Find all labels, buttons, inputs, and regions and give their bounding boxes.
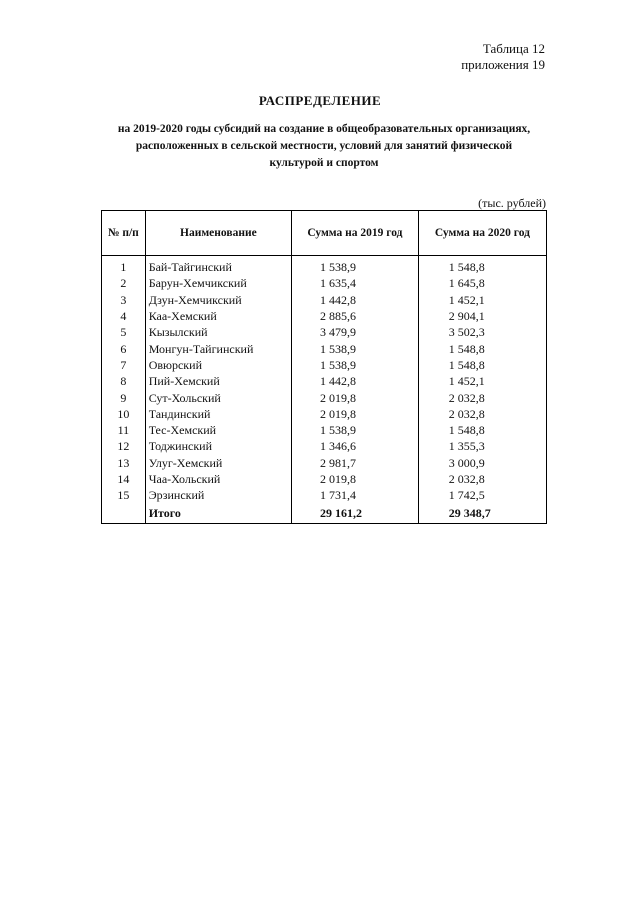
table-row [102,357,547,373]
sum-2019: 1 442,8 [292,292,419,308]
total-row [102,503,547,524]
table-row [102,438,547,454]
table-row [102,471,547,487]
sum-2020: 3 502,3 [418,324,546,340]
sum-2019: 3 479,9 [292,324,419,340]
sum-2019: 1 635,4 [292,275,419,291]
district-name: Эрзинский [145,487,291,503]
district-name: Кызылский [145,324,291,340]
sum-2019: 1 442,8 [292,373,419,389]
table-row [102,422,547,438]
row-number: 6 [102,340,146,356]
table-row [102,275,547,291]
sum-2019: 2 019,8 [292,471,419,487]
sum-2020: 1 742,5 [418,487,546,503]
sum-2020: 2 032,8 [418,406,546,422]
row-number: 7 [102,357,146,373]
district-name: Улуг-Хемский [145,455,291,471]
row-number: 1 [102,256,146,276]
row-number: 13 [102,455,146,471]
sum-2019: 2 019,8 [292,406,419,422]
sum-2019: 1 538,9 [292,340,419,356]
sum-2020: 1 452,1 [418,292,546,308]
table-row [102,256,547,276]
table-row [102,406,547,422]
table-row [102,292,547,308]
total-2020: 29 348,7 [418,503,546,524]
table-row [102,324,547,340]
subtitle-line: на 2019-2020 годы субсидий на создание в общеобразовательных организациях, [117,123,531,135]
sum-2020: 1 548,8 [418,422,546,438]
district-name: Монгун-Тайгинский [145,340,291,356]
sum-2019: 1 538,9 [292,422,419,438]
table-row [102,373,547,389]
district-name: Пий-Хемский [145,373,291,389]
row-number: 15 [102,487,146,503]
sum-2020: 1 548,8 [418,256,546,276]
sum-2019: 2 981,7 [292,455,419,471]
sum-2019: 2 885,6 [292,308,419,324]
sum-2020: 1 452,1 [418,373,546,389]
district-name: Каа-Хемский [145,308,291,324]
district-name: Барун-Хемчикский [145,275,291,291]
column-header-2020: Сумма на 2020 год [418,211,546,256]
sum-2019: 1 346,6 [292,438,419,454]
total-label: Итого [145,503,291,524]
row-number: 11 [102,422,146,438]
table-reference: Таблица 12 [482,41,545,56]
sum-2020: 1 548,8 [418,357,546,373]
district-name: Тес-Хемский [145,422,291,438]
row-number: 9 [102,389,146,405]
column-header-name: Наименование [145,211,291,256]
units-note: (тыс. рублей) [478,196,546,210]
sum-2019: 1 538,9 [292,256,419,276]
district-name: Сут-Хольский [145,389,291,405]
row-number: 12 [102,438,146,454]
district-name: Овюрский [145,357,291,373]
total-number-cell [102,503,146,524]
sum-2020: 1 548,8 [418,340,546,356]
table-row [102,487,547,503]
column-header-2019: Сумма на 2019 год [292,211,419,256]
sum-2019: 2 019,8 [292,389,419,405]
row-number: 3 [102,292,146,308]
column-header-number: № п/п [102,211,146,256]
distribution-table [101,210,547,524]
table-body [102,256,547,524]
table-header-row [102,211,547,256]
table-row [102,340,547,356]
sum-2020: 2 904,1 [418,308,546,324]
table-row [102,389,547,405]
district-name: Чаа-Хольский [145,471,291,487]
district-name: Тандинский [145,406,291,422]
subtitle-line: культурой и спортом [269,157,379,169]
row-number: 14 [102,471,146,487]
district-name: Бай-Тайгинский [145,256,291,276]
sum-2019: 1 538,9 [292,357,419,373]
sum-2020: 1 355,3 [418,438,546,454]
sum-2020: 2 032,8 [418,389,546,405]
district-name: Тоджинский [145,438,291,454]
document-subtitle [100,121,548,172]
total-2019: 29 161,2 [292,503,419,524]
row-number: 10 [102,406,146,422]
document-title: РАСПРЕДЕЛЕНИЕ [258,93,382,108]
district-name: Дзун-Хемчикский [145,292,291,308]
table-row [102,455,547,471]
sum-2020: 2 032,8 [418,471,546,487]
appendix-reference: приложения 19 [461,57,545,72]
row-number: 8 [102,373,146,389]
row-number: 5 [102,324,146,340]
table-row [102,308,547,324]
sum-2020: 1 645,8 [418,275,546,291]
sum-2020: 3 000,9 [418,455,546,471]
row-number: 2 [102,275,146,291]
sum-2019: 1 731,4 [292,487,419,503]
row-number: 4 [102,308,146,324]
subtitle-line: расположенных в сельской местности, условий для занятий физической [135,140,513,152]
